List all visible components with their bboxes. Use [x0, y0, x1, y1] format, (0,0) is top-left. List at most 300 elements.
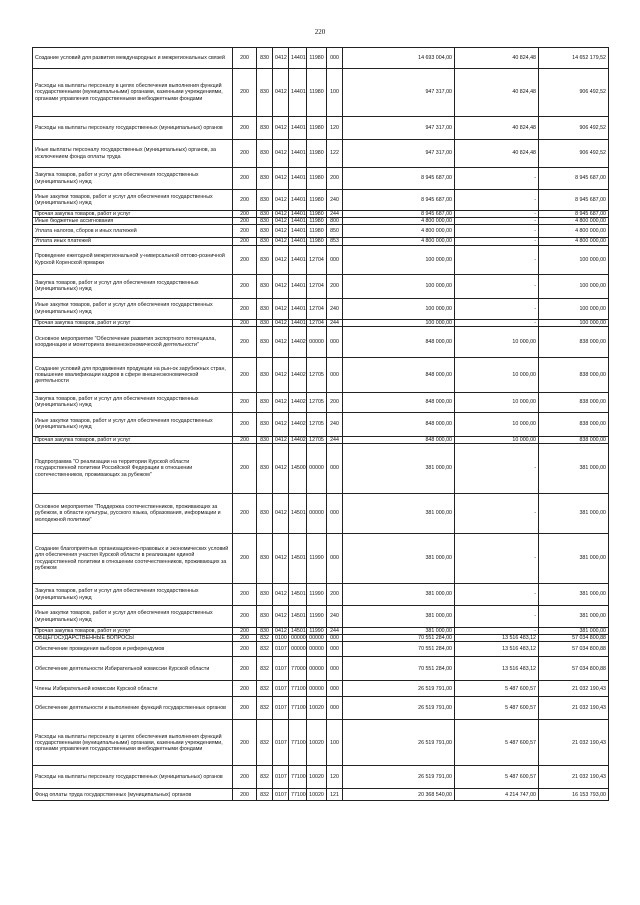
- code-section: 0412: [273, 326, 289, 357]
- code-section: 0412: [273, 117, 289, 140]
- amount-change: -: [455, 274, 539, 298]
- code-direction: 12704: [307, 319, 327, 326]
- code-expense-type: 200: [327, 584, 343, 606]
- code-direction: 11980: [307, 190, 327, 211]
- code-grbs: 200: [233, 218, 257, 225]
- code-section: 0412: [273, 298, 289, 319]
- row-name: Подпрограмма "О реализации на территории Курской области государственной политики Российской Федерации в отношении соотечественников, проживающих за рубежом": [33, 444, 233, 494]
- code-section: 0412: [273, 190, 289, 211]
- amount-change: 10 000,00: [455, 357, 539, 392]
- amount-total: 838 000,00: [539, 392, 609, 412]
- amount-approved: 20 368 540,00: [343, 789, 455, 801]
- code-section: 0412: [273, 319, 289, 326]
- amount-approved: 848 000,00: [343, 357, 455, 392]
- amount-approved: 26 519 791,00: [343, 766, 455, 789]
- table-row: [33, 238, 609, 245]
- table-row: [33, 298, 609, 319]
- code-grbs: 200: [233, 789, 257, 801]
- code-expense-type: 200: [327, 168, 343, 190]
- amount-total: 381 000,00: [539, 534, 609, 584]
- amount-change: -: [455, 298, 539, 319]
- code-grbs: 200: [233, 584, 257, 606]
- code-expense-type: 000: [327, 697, 343, 720]
- amount-change: 5 487 600,57: [455, 720, 539, 766]
- amount-change: 4 214 747,00: [455, 789, 539, 801]
- amount-change: -: [455, 319, 539, 326]
- amount-approved: 70 551 284,00: [343, 635, 455, 642]
- amount-approved: 26 519 791,00: [343, 681, 455, 697]
- amount-approved: 4 800 000,00: [343, 218, 455, 225]
- code-program: 14401: [289, 211, 307, 218]
- amount-approved: 381 000,00: [343, 534, 455, 584]
- code-grbs: 200: [233, 436, 257, 443]
- amount-approved: 4 800 000,00: [343, 238, 455, 245]
- table-row: [33, 412, 609, 436]
- code-grbs: 200: [233, 298, 257, 319]
- row-name: Члены Избирательной комиссии Курской области: [33, 681, 233, 697]
- table-row: [33, 211, 609, 218]
- table-row: [33, 635, 609, 642]
- code-ministry: 830: [257, 218, 273, 225]
- amount-approved: 26 519 791,00: [343, 697, 455, 720]
- amount-approved: 848 000,00: [343, 412, 455, 436]
- code-ministry: 830: [257, 412, 273, 436]
- code-program: 14401: [289, 225, 307, 238]
- code-program: 14402: [289, 326, 307, 357]
- table-row: [33, 534, 609, 584]
- code-expense-type: 240: [327, 606, 343, 628]
- code-ministry: 830: [257, 225, 273, 238]
- code-grbs: 200: [233, 69, 257, 117]
- code-ministry: 830: [257, 392, 273, 412]
- code-direction: 12704: [307, 274, 327, 298]
- row-name: Обеспечение деятельности и выполнение функций государственных органов: [33, 697, 233, 720]
- table-row: [33, 168, 609, 190]
- amount-total: 838 000,00: [539, 436, 609, 443]
- code-direction: 00000: [307, 642, 327, 657]
- code-section: 0412: [273, 69, 289, 117]
- amount-total: 381 000,00: [539, 494, 609, 534]
- code-program: 77000: [289, 657, 307, 681]
- amount-change: -: [455, 628, 539, 635]
- code-direction: 11980: [307, 238, 327, 245]
- code-program: 14401: [289, 190, 307, 211]
- amount-change: -: [455, 606, 539, 628]
- amount-approved: 848 000,00: [343, 326, 455, 357]
- code-section: 0100: [273, 635, 289, 642]
- code-ministry: 830: [257, 494, 273, 534]
- amount-change: 13 516 483,12: [455, 657, 539, 681]
- code-program: 14501: [289, 584, 307, 606]
- amount-total: 100 000,00: [539, 319, 609, 326]
- code-direction: 11980: [307, 140, 327, 168]
- code-direction: 00000: [307, 494, 327, 534]
- table-row: [33, 48, 609, 69]
- table-row: [33, 657, 609, 681]
- code-ministry: 830: [257, 245, 273, 274]
- code-section: 0412: [273, 606, 289, 628]
- table-row: [33, 444, 609, 494]
- table-row: [33, 245, 609, 274]
- row-name: Иные бюджетные ассигнования: [33, 218, 233, 225]
- code-grbs: 200: [233, 720, 257, 766]
- amount-approved: 381 000,00: [343, 444, 455, 494]
- amount-change: -: [455, 225, 539, 238]
- code-section: 0107: [273, 642, 289, 657]
- code-program: 14501: [289, 494, 307, 534]
- row-name: Закупка товаров, работ и услуг для обеспечения государственных (муниципальных) нужд: [33, 392, 233, 412]
- amount-approved: 381 000,00: [343, 628, 455, 635]
- amount-change: 5 487 600,57: [455, 681, 539, 697]
- code-ministry: 830: [257, 584, 273, 606]
- code-ministry: 830: [257, 48, 273, 69]
- row-name: Закупка товаров, работ и услуг для обеспечения государственных (муниципальных) нужд: [33, 274, 233, 298]
- table-row: [33, 720, 609, 766]
- amount-change: 40 824,48: [455, 48, 539, 69]
- code-section: 0412: [273, 436, 289, 443]
- code-ministry: 830: [257, 436, 273, 443]
- amount-change: 5 487 600,57: [455, 766, 539, 789]
- code-expense-type: 121: [327, 789, 343, 801]
- amount-total: 21 032 190,43: [539, 681, 609, 697]
- row-name: Иные закупки товаров, работ и услуг для обеспечения государственных (муниципальных) нужд: [33, 298, 233, 319]
- code-direction: 12704: [307, 245, 327, 274]
- code-ministry: 832: [257, 681, 273, 697]
- table-row: [33, 681, 609, 697]
- amount-total: 906 492,52: [539, 117, 609, 140]
- code-direction: 00000: [307, 635, 327, 642]
- code-program: 00000: [289, 642, 307, 657]
- code-direction: 12705: [307, 392, 327, 412]
- amount-change: -: [455, 584, 539, 606]
- amount-approved: 848 000,00: [343, 436, 455, 443]
- amount-total: 16 153 793,00: [539, 789, 609, 801]
- code-grbs: 200: [233, 606, 257, 628]
- row-name: Прочая закупка товаров, работ и услуг: [33, 319, 233, 326]
- code-ministry: 830: [257, 117, 273, 140]
- code-ministry: 830: [257, 238, 273, 245]
- code-expense-type: 853: [327, 238, 343, 245]
- code-program: 77100: [289, 766, 307, 789]
- code-program: 14402: [289, 357, 307, 392]
- code-program: 14401: [289, 319, 307, 326]
- row-name: Основное мероприятие "Поддержка соотечественников, проживающих за рубежом, в области культуры, русского языка, образования, информации и молодежной политики": [33, 494, 233, 534]
- code-grbs: 200: [233, 444, 257, 494]
- code-grbs: 200: [233, 357, 257, 392]
- code-expense-type: 000: [327, 681, 343, 697]
- code-section: 0412: [273, 392, 289, 412]
- code-expense-type: 200: [327, 274, 343, 298]
- amount-total: 100 000,00: [539, 298, 609, 319]
- code-section: 0412: [273, 218, 289, 225]
- code-ministry: 830: [257, 444, 273, 494]
- amount-approved: 848 000,00: [343, 392, 455, 412]
- code-expense-type: 100: [327, 69, 343, 117]
- code-program: 14401: [289, 245, 307, 274]
- code-ministry: 830: [257, 326, 273, 357]
- page-number: 220: [314, 28, 326, 36]
- code-ministry: 830: [257, 298, 273, 319]
- table-row: [33, 789, 609, 801]
- amount-total: 4 800 000,00: [539, 225, 609, 238]
- table-row: [33, 326, 609, 357]
- code-expense-type: 800: [327, 218, 343, 225]
- code-direction: 11980: [307, 211, 327, 218]
- row-name: Обеспечение проведения выборов и референдумов: [33, 642, 233, 657]
- row-name: Фонд оплаты труда государственных (муниципальных) органов: [33, 789, 233, 801]
- row-name: Обеспечение деятельности Избирательной комиссии Курской области: [33, 657, 233, 681]
- code-program: 14401: [289, 274, 307, 298]
- amount-approved: 100 000,00: [343, 274, 455, 298]
- code-section: 0412: [273, 238, 289, 245]
- code-direction: 12705: [307, 412, 327, 436]
- code-section: 0412: [273, 628, 289, 635]
- amount-approved: 70 551 284,00: [343, 657, 455, 681]
- amount-change: -: [455, 190, 539, 211]
- amount-approved: 100 000,00: [343, 245, 455, 274]
- code-program: 14402: [289, 392, 307, 412]
- code-ministry: 830: [257, 168, 273, 190]
- amount-approved: 8 945 687,00: [343, 168, 455, 190]
- amount-change: 40 824,48: [455, 140, 539, 168]
- amount-total: 100 000,00: [539, 245, 609, 274]
- code-direction: 12705: [307, 357, 327, 392]
- row-name: Основное мероприятие "Обеспечение развития экспортного потенциала, координации и мониторинга внешнеэкономической деятельности": [33, 326, 233, 357]
- code-section: 0412: [273, 357, 289, 392]
- code-program: 77100: [289, 789, 307, 801]
- amount-change: -: [455, 211, 539, 218]
- code-expense-type: 000: [327, 357, 343, 392]
- code-expense-type: 000: [327, 444, 343, 494]
- code-grbs: 200: [233, 681, 257, 697]
- code-program: 77100: [289, 697, 307, 720]
- amount-change: 10 000,00: [455, 436, 539, 443]
- table-row: [33, 642, 609, 657]
- table-row: [33, 766, 609, 789]
- amount-approved: 100 000,00: [343, 298, 455, 319]
- code-section: 0412: [273, 168, 289, 190]
- code-expense-type: 244: [327, 436, 343, 443]
- code-expense-type: 000: [327, 245, 343, 274]
- code-expense-type: 244: [327, 211, 343, 218]
- code-program: 14401: [289, 238, 307, 245]
- code-expense-type: 244: [327, 319, 343, 326]
- row-name: Прочая закупка товаров, работ и услуг: [33, 628, 233, 635]
- amount-total: 57 034 800,88: [539, 635, 609, 642]
- amount-total: 100 000,00: [539, 274, 609, 298]
- code-ministry: 832: [257, 657, 273, 681]
- code-direction: 12705: [307, 436, 327, 443]
- row-name: Иные закупки товаров, работ и услуг для обеспечения государственных (муниципальных) нужд: [33, 606, 233, 628]
- amount-total: 906 492,52: [539, 69, 609, 117]
- table-row: [33, 225, 609, 238]
- table-row: [33, 357, 609, 392]
- amount-total: 57 034 800,88: [539, 657, 609, 681]
- code-expense-type: 120: [327, 117, 343, 140]
- code-grbs: 200: [233, 211, 257, 218]
- code-expense-type: 240: [327, 298, 343, 319]
- code-ministry: 830: [257, 140, 273, 168]
- row-name: Иные закупки товаров, работ и услуг для обеспечения государственных (муниципальных) нужд: [33, 190, 233, 211]
- code-direction: 10020: [307, 789, 327, 801]
- code-grbs: 200: [233, 326, 257, 357]
- amount-approved: 947 317,00: [343, 69, 455, 117]
- table-row: [33, 274, 609, 298]
- code-direction: 00000: [307, 444, 327, 494]
- code-section: 0107: [273, 657, 289, 681]
- code-section: 0412: [273, 584, 289, 606]
- row-name: Прочая закупка товаров, работ и услуг: [33, 436, 233, 443]
- code-program: 14401: [289, 168, 307, 190]
- code-grbs: 200: [233, 117, 257, 140]
- code-direction: 11980: [307, 117, 327, 140]
- code-section: 0412: [273, 534, 289, 584]
- code-grbs: 200: [233, 225, 257, 238]
- code-direction: 11990: [307, 534, 327, 584]
- code-expense-type: 000: [327, 657, 343, 681]
- code-section: 0412: [273, 444, 289, 494]
- row-name: Иные закупки товаров, работ и услуг для обеспечения государственных (муниципальных) нужд: [33, 412, 233, 436]
- code-program: 77100: [289, 720, 307, 766]
- code-expense-type: 100: [327, 720, 343, 766]
- amount-approved: 381 000,00: [343, 584, 455, 606]
- code-section: 0412: [273, 494, 289, 534]
- amount-total: 8 945 687,00: [539, 168, 609, 190]
- code-grbs: 200: [233, 48, 257, 69]
- row-name: Закупка товаров, работ и услуг для обеспечения государственных (муниципальных) нужд: [33, 168, 233, 190]
- table-row: [33, 117, 609, 140]
- code-expense-type: 240: [327, 190, 343, 211]
- code-grbs: 200: [233, 642, 257, 657]
- code-program: 14501: [289, 628, 307, 635]
- amount-approved: 8 945 687,00: [343, 190, 455, 211]
- amount-change: 10 000,00: [455, 392, 539, 412]
- code-section: 0107: [273, 766, 289, 789]
- code-expense-type: 244: [327, 628, 343, 635]
- code-expense-type: 000: [327, 48, 343, 69]
- amount-approved: 947 317,00: [343, 117, 455, 140]
- code-program: 14402: [289, 436, 307, 443]
- code-ministry: 830: [257, 534, 273, 584]
- row-name: Создание условий для продвижения продукции на рын-ок зарубежных стран, повышение квалификации кадров в сфере внешнеэкономической деятельности: [33, 357, 233, 392]
- row-name: Уплата налогов, сборов и иных платежей: [33, 225, 233, 238]
- table-row: [33, 140, 609, 168]
- code-grbs: 200: [233, 319, 257, 326]
- code-expense-type: 000: [327, 326, 343, 357]
- code-grbs: 200: [233, 635, 257, 642]
- amount-total: 21 032 190,43: [539, 697, 609, 720]
- row-name: Расходы на выплаты персоналу государственных (муниципальных) органов: [33, 766, 233, 789]
- code-program: 14401: [289, 298, 307, 319]
- amount-change: 10 000,00: [455, 326, 539, 357]
- amount-total: 4 800 000,00: [539, 218, 609, 225]
- amount-total: 906 492,52: [539, 140, 609, 168]
- code-ministry: 832: [257, 766, 273, 789]
- code-ministry: 832: [257, 720, 273, 766]
- code-direction: 11990: [307, 628, 327, 635]
- code-expense-type: 850: [327, 225, 343, 238]
- code-program: 14401: [289, 48, 307, 69]
- code-section: 0107: [273, 789, 289, 801]
- code-ministry: 832: [257, 635, 273, 642]
- amount-total: 838 000,00: [539, 357, 609, 392]
- amount-total: 381 000,00: [539, 628, 609, 635]
- code-section: 0412: [273, 245, 289, 274]
- code-expense-type: 240: [327, 412, 343, 436]
- code-section: 0107: [273, 697, 289, 720]
- amount-change: -: [455, 534, 539, 584]
- row-name: Закупка товаров, работ и услуг для обеспечения государственных (муниципальных) нужд: [33, 584, 233, 606]
- row-name: Создание благоприятных организационно-правовых и экономических условий для обеспечения участия Курской области в реализации единой государственной политики в отношении соотечественников, проживающих за рубежом: [33, 534, 233, 584]
- amount-total: 57 034 800,88: [539, 642, 609, 657]
- code-direction: 11980: [307, 218, 327, 225]
- code-section: 0412: [273, 225, 289, 238]
- code-grbs: 200: [233, 238, 257, 245]
- row-name: Расходы на выплаты персоналу в целях обеспечения выполнения функций государственными (муниципальными) органами, казенными учреждениями, органами управления государственными внебюджетными фондами: [33, 69, 233, 117]
- budget-table: [32, 47, 609, 801]
- amount-approved: 26 519 791,00: [343, 720, 455, 766]
- code-direction: 11980: [307, 69, 327, 117]
- table-row: [33, 606, 609, 628]
- code-grbs: 200: [233, 274, 257, 298]
- code-ministry: 830: [257, 357, 273, 392]
- code-program: 14401: [289, 140, 307, 168]
- code-direction: 00000: [307, 657, 327, 681]
- table-row: [33, 628, 609, 635]
- code-direction: 00000: [307, 681, 327, 697]
- amount-approved: 70 551 284,00: [343, 642, 455, 657]
- code-grbs: 200: [233, 657, 257, 681]
- code-grbs: 200: [233, 140, 257, 168]
- code-expense-type: 000: [327, 635, 343, 642]
- amount-change: -: [455, 494, 539, 534]
- row-name: Проведение ежегодной межрегиональной у-ниверсальной оптово-розничной Курской Коренской ярмарки: [33, 245, 233, 274]
- code-ministry: 830: [257, 274, 273, 298]
- amount-approved: 8 945 687,00: [343, 211, 455, 218]
- code-program: 14401: [289, 69, 307, 117]
- code-ministry: 830: [257, 190, 273, 211]
- code-program: 14501: [289, 606, 307, 628]
- amount-approved: 4 800 000,00: [343, 225, 455, 238]
- amount-approved: 381 000,00: [343, 606, 455, 628]
- table-row: [33, 494, 609, 534]
- code-grbs: 200: [233, 534, 257, 584]
- code-expense-type: 200: [327, 392, 343, 412]
- amount-approved: 381 000,00: [343, 494, 455, 534]
- code-grbs: 200: [233, 766, 257, 789]
- code-program: 14501: [289, 534, 307, 584]
- code-expense-type: 000: [327, 494, 343, 534]
- amount-total: 8 945 687,00: [539, 190, 609, 211]
- code-ministry: 832: [257, 642, 273, 657]
- code-direction: 10020: [307, 697, 327, 720]
- amount-total: 381 000,00: [539, 444, 609, 494]
- table-row: [33, 218, 609, 225]
- code-ministry: 830: [257, 319, 273, 326]
- amount-change: -: [455, 238, 539, 245]
- code-expense-type: 122: [327, 140, 343, 168]
- code-direction: 10020: [307, 766, 327, 789]
- amount-change: -: [455, 218, 539, 225]
- code-expense-type: 000: [327, 642, 343, 657]
- row-name: ОБЩЕГОСУДАРСТВЕННЫЕ ВОПРОСЫ: [33, 635, 233, 642]
- code-grbs: 200: [233, 245, 257, 274]
- code-grbs: 200: [233, 392, 257, 412]
- code-direction: 12704: [307, 298, 327, 319]
- amount-total: 838 000,00: [539, 326, 609, 357]
- code-section: 0412: [273, 412, 289, 436]
- code-expense-type: 000: [327, 534, 343, 584]
